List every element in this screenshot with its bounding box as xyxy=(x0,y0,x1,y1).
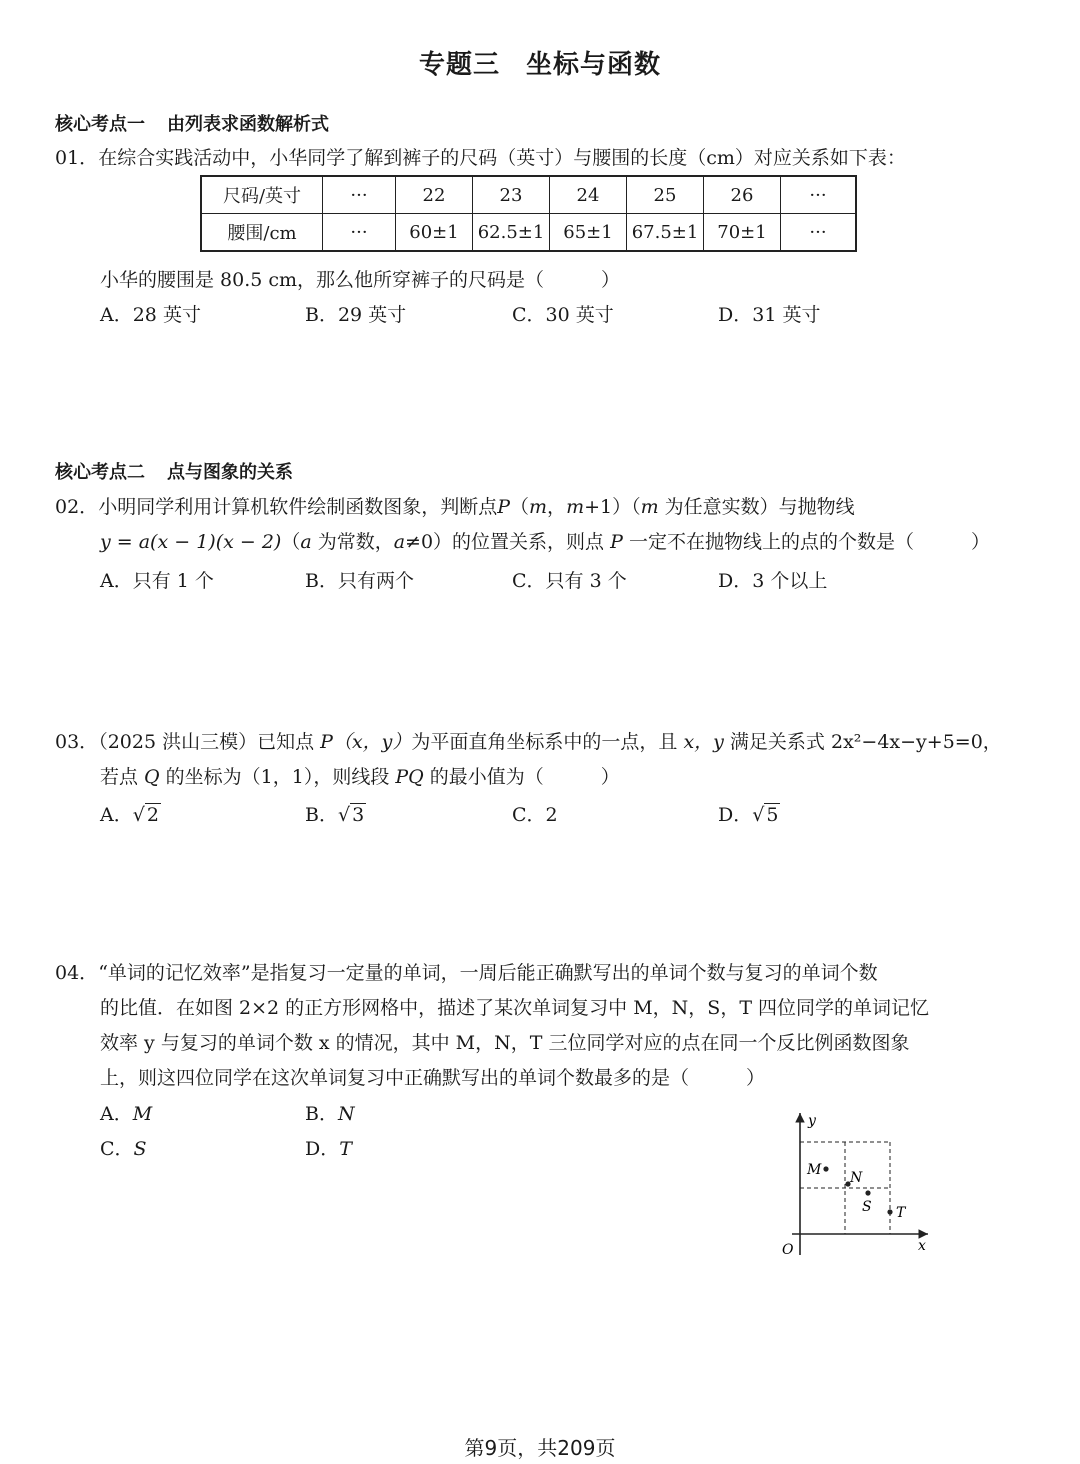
option-letter: B． xyxy=(305,1103,338,1125)
q2-var: P xyxy=(497,496,510,518)
table-cell: 62.5±1 xyxy=(473,214,550,252)
q2-line1 xyxy=(55,492,855,519)
q2-option-c: C．只有 3 个 xyxy=(512,570,627,592)
q4-option-a xyxy=(100,1099,152,1126)
q3-option-a xyxy=(100,800,161,827)
option-value: S xyxy=(133,1138,147,1160)
sqrt-symbol: √ 5 xyxy=(752,804,779,826)
q3-text: 若点 xyxy=(100,766,145,788)
table-cell: ··· xyxy=(323,176,396,214)
table-row xyxy=(201,214,856,252)
q3-equation: 2x²−4x−y+5=0， xyxy=(830,731,1002,753)
option-letter: B． xyxy=(305,804,338,826)
q2-var: m xyxy=(566,496,585,518)
q3-text: 已知点 xyxy=(257,731,321,753)
q3-option-d xyxy=(718,800,780,827)
q2-text: ≠0）的位置关系，则点 xyxy=(405,531,611,553)
option-letter: A． xyxy=(100,804,133,826)
section1-title: 由列表求函数解析式 xyxy=(167,114,329,135)
y-axis-label: y xyxy=(808,1113,816,1129)
table-cell: 70±1 xyxy=(704,214,781,252)
q1-option-c: C．30 英寸 xyxy=(512,304,614,326)
sqrt-symbol: √ 2 xyxy=(132,804,159,826)
q1-option-d: D．31 英寸 xyxy=(718,304,821,326)
q4-option-b xyxy=(305,1099,355,1126)
q2-line2 xyxy=(100,527,990,554)
section2-title: 点与图象的关系 xyxy=(167,462,293,483)
table-cell: 24 xyxy=(550,176,627,214)
q2-text: 小明同学利用计算机软件绘制函数图象，判断点 xyxy=(98,496,498,518)
option-letter: D． xyxy=(718,804,753,826)
table-cell: 尺码/英寸 xyxy=(201,176,323,214)
page-title-part2: 坐标与函数 xyxy=(526,50,662,80)
q3-var: x，y xyxy=(683,731,724,753)
q2-text: 为任意实数）与抛物线 xyxy=(658,496,855,518)
q3-line1 xyxy=(55,727,1002,754)
option-value: T xyxy=(339,1138,352,1160)
q4-line3: 效率 y 与复习的单词个数 x 的情况，其中 M，N，T 三位同学对应的点在同一个反比例函数图象 xyxy=(100,1032,910,1054)
page-title xyxy=(0,44,1080,81)
option-letter: C． xyxy=(512,804,546,826)
option-letter: A． xyxy=(100,1103,133,1125)
radicand: 2 xyxy=(146,804,159,826)
q1-stem: 在综合实践活动中，小华同学了解到裤子的尺码（英寸）与腰围的长度（cm）对应关系如下表： xyxy=(98,147,906,169)
table-cell: ··· xyxy=(781,176,857,214)
q3-option-b xyxy=(305,800,366,827)
option-value: M xyxy=(132,1103,153,1125)
q2-var: a xyxy=(300,531,312,553)
table-cell: 22 xyxy=(396,176,473,214)
q3-var: PQ xyxy=(395,766,424,788)
q3-text: 满足关系式 xyxy=(723,731,831,753)
q1-option-a: A．28 英寸 xyxy=(100,304,201,326)
q4-line4: 上，则这四位同学在这次单词复习中正确默写出的单词个数最多的是（ ） xyxy=(100,1067,766,1089)
label-t: T xyxy=(896,1205,906,1221)
q4-option-c xyxy=(100,1134,147,1161)
q3-text: 的坐标为（1，1），则线段 xyxy=(159,766,396,788)
q1-size-table xyxy=(200,175,857,252)
q2-option-b: B．只有两个 xyxy=(305,570,414,592)
section2-heading xyxy=(55,458,293,484)
x-axis-label: x xyxy=(918,1238,926,1254)
q2-text: 为常数， xyxy=(311,531,394,553)
point-s xyxy=(865,1190,870,1195)
q2-text: ， xyxy=(547,496,567,518)
section1-heading xyxy=(55,110,329,136)
option-value: N xyxy=(337,1103,355,1125)
q1-option-b: B．29 英寸 xyxy=(305,304,407,326)
point-m xyxy=(823,1166,828,1171)
origin-label: O xyxy=(782,1242,794,1258)
radicand: 5 xyxy=(766,804,779,826)
q3-number: 03． xyxy=(55,731,99,753)
q3-text: 的最小值为（ ） xyxy=(423,766,620,788)
q1-question: 小华的腰围是 80.5 cm，那么他所穿裤子的尺码是（ ） xyxy=(100,269,621,291)
table-cell: 60±1 xyxy=(396,214,473,252)
label-m: M xyxy=(807,1162,822,1178)
point-t xyxy=(887,1209,892,1214)
q2-var: a xyxy=(393,531,406,553)
q4-grid-figure xyxy=(770,1105,940,1265)
q1-stem-line xyxy=(55,143,906,170)
q3-text: 为平面直角坐标系中的一点，且 xyxy=(411,731,684,753)
sqrt-symbol: √ 3 xyxy=(337,804,365,826)
q2-text: +1）（ xyxy=(584,496,641,518)
page-number-footer: 第9页，共209页 xyxy=(464,1436,616,1460)
table-cell: 23 xyxy=(473,176,550,214)
q2-var: m xyxy=(529,496,548,518)
table-cell: 67.5±1 xyxy=(627,214,704,252)
label-n: N xyxy=(850,1170,863,1186)
q2-number: 02． xyxy=(55,496,99,518)
q2-option-d: D．3 个以上 xyxy=(718,570,828,592)
radicand: 3 xyxy=(352,804,365,826)
q3-var: Q xyxy=(144,766,160,788)
q2-text: 一定不在抛物线上的点的个数是（ ） xyxy=(622,531,990,553)
table-cell: ··· xyxy=(323,214,396,252)
q3-line2 xyxy=(100,762,620,789)
table-cell: ··· xyxy=(781,214,857,252)
table-cell: 25 xyxy=(627,176,704,214)
option-letter: D． xyxy=(305,1138,340,1160)
q3-coords: （x，y） xyxy=(332,731,412,753)
q3-source: （2025 洪山三模） xyxy=(98,731,258,753)
option-letter: C． xyxy=(100,1138,134,1160)
q3-var: P xyxy=(320,731,333,753)
dashed-grid xyxy=(800,1142,890,1234)
q4-line1 xyxy=(55,958,878,985)
option-value: 2 xyxy=(545,804,558,826)
section2-label: 核心考点二 xyxy=(55,462,145,483)
table-cell: 腰围/cm xyxy=(201,214,323,252)
q2-var: P xyxy=(610,531,623,553)
section1-label: 核心考点一 xyxy=(55,114,145,135)
q3-option-c xyxy=(512,800,558,827)
q2-text: （ xyxy=(281,531,301,553)
q4-text: “单词的记忆效率”是指复习一定量的单词，一周后能正确默写出的单词个数与复习的单词个数 xyxy=(98,962,878,984)
q2-var: m xyxy=(640,496,659,518)
page-title-part1: 专题三 xyxy=(418,50,500,80)
table-cell: 26 xyxy=(704,176,781,214)
q4-option-d xyxy=(305,1134,352,1161)
q1-number: 01． xyxy=(55,147,99,169)
label-s: S xyxy=(862,1199,872,1215)
q2-formula: y = a(x − 1)(x − 2) xyxy=(100,531,282,553)
q2-option-a: A．只有 1 个 xyxy=(100,570,214,592)
table-cell: 65±1 xyxy=(550,214,627,252)
q4-line2: 的比值．在如图 2×2 的正方形网格中，描述了某次单词复习中 M，N，S，T 四位同学的单词记忆 xyxy=(100,997,930,1019)
q4-number: 04． xyxy=(55,962,99,984)
q2-text: （ xyxy=(510,496,530,518)
table-row xyxy=(201,176,856,214)
